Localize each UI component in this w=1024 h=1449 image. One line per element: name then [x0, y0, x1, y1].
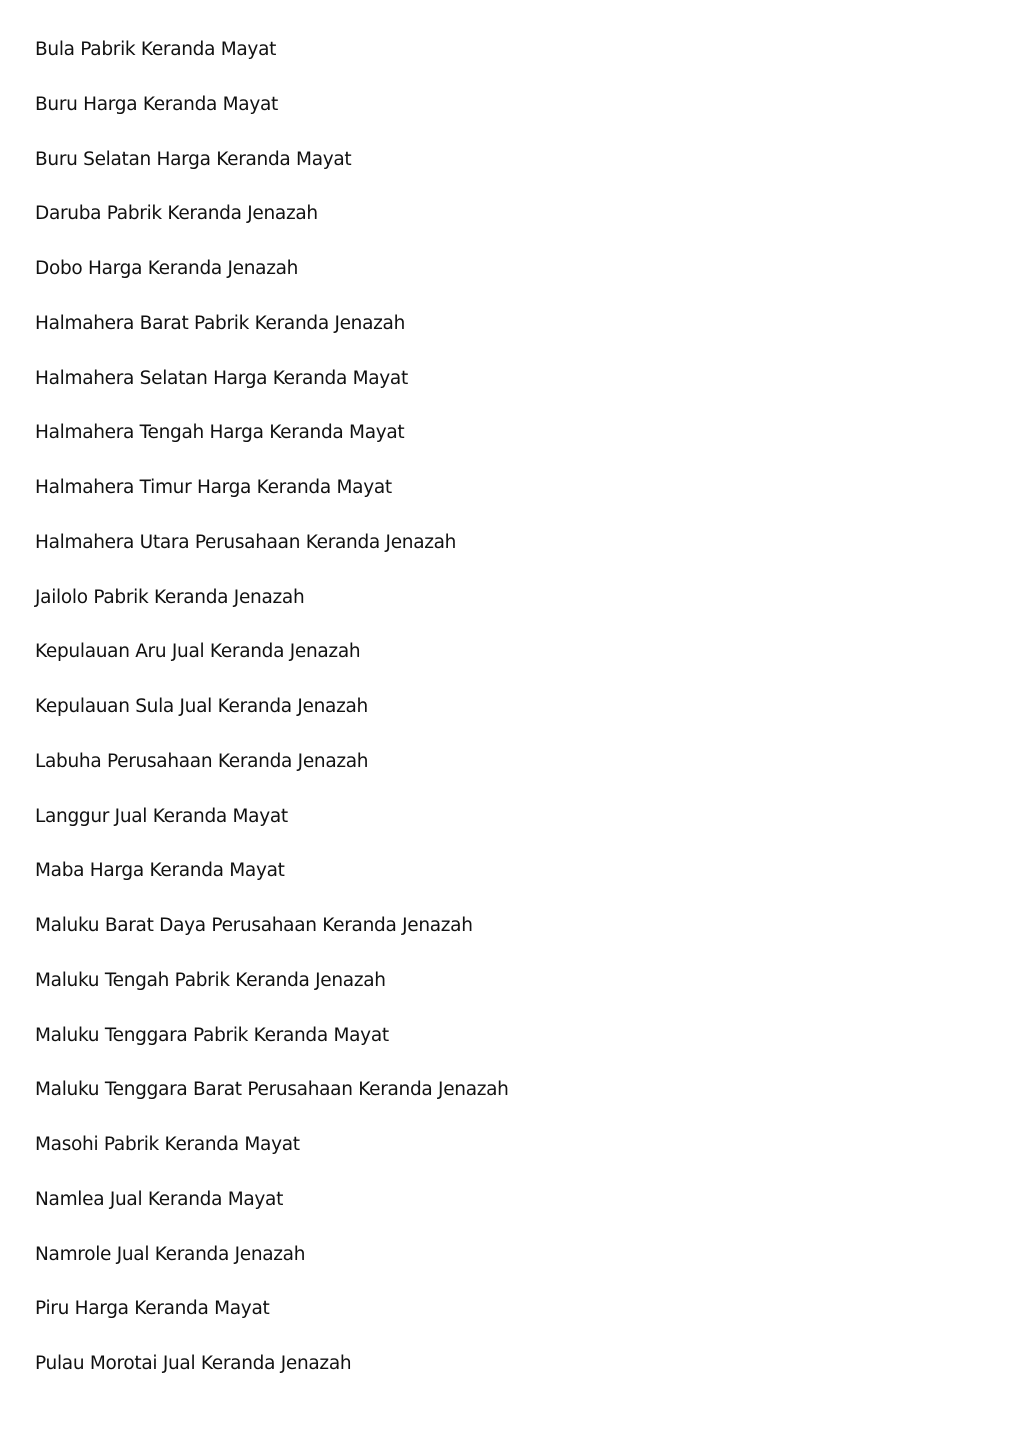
location-link[interactable]: Halmahera Barat Pabrik Keranda Jenazah [35, 312, 406, 334]
location-link[interactable]: Buru Harga Keranda Mayat [35, 93, 278, 115]
list-item [35, 638, 995, 693]
list-item [35, 584, 995, 639]
location-link[interactable]: Kepulauan Aru Jual Keranda Jenazah [35, 641, 361, 663]
list-item [35, 1295, 995, 1350]
list-item [35, 1022, 995, 1077]
location-link[interactable]: Kepulauan Sula Jual Keranda Jenazah [35, 696, 368, 717]
list-item [35, 1076, 995, 1131]
location-link[interactable]: Maluku Barat Daya Perusahaan Keranda Jenazah [35, 915, 473, 936]
list-item [35, 91, 995, 146]
location-link[interactable]: Bula Pabrik Keranda Mayat [35, 39, 277, 60]
list-item [35, 803, 995, 858]
location-link[interactable]: Maluku Tenggara Barat Perusahaan Keranda Jenazah [35, 1079, 509, 1101]
location-link[interactable]: Maluku Tengah Pabrik Keranda Jenazah [35, 969, 386, 991]
location-link[interactable]: Halmahera Utara Perusahaan Keranda Jenazah [35, 531, 457, 553]
location-link[interactable]: Daruba Pabrik Keranda Jenazah [35, 203, 318, 225]
list-item [35, 912, 995, 967]
list-item [35, 857, 995, 912]
list-item [35, 693, 995, 748]
location-link[interactable]: Namrole Jual Keranda Jenazah [35, 1243, 306, 1265]
list-item [35, 1131, 995, 1186]
list-item [35, 1186, 995, 1241]
list-item [35, 748, 995, 803]
list-item [35, 310, 995, 365]
location-link[interactable]: Buru Selatan Harga Keranda Mayat [35, 148, 352, 170]
location-link[interactable]: Namlea Jual Keranda Mayat [35, 1188, 284, 1210]
location-link[interactable]: Pulau Morotai Jual Keranda Jenazah [35, 1353, 352, 1374]
location-link[interactable]: Halmahera Selatan Harga Keranda Mayat [35, 367, 408, 389]
location-link[interactable]: Halmahera Timur Harga Keranda Mayat [35, 477, 392, 498]
list-item [35, 255, 995, 310]
location-link[interactable]: Labuha Perusahaan Keranda Jenazah [35, 750, 369, 772]
list-item [35, 967, 995, 1022]
location-link[interactable]: Maba Harga Keranda Mayat [35, 860, 285, 882]
location-link[interactable]: Masohi Pabrik Keranda Mayat [35, 1134, 300, 1155]
location-link-list [35, 36, 995, 1405]
list-item [35, 419, 995, 474]
list-item [35, 36, 995, 91]
location-link[interactable]: Maluku Tenggara Pabrik Keranda Mayat [35, 1024, 389, 1046]
location-link[interactable]: Halmahera Tengah Harga Keranda Mayat [35, 422, 405, 444]
list-item [35, 1350, 995, 1405]
list-item [35, 529, 995, 584]
list-item [35, 474, 995, 529]
location-link[interactable]: Piru Harga Keranda Mayat [35, 1298, 270, 1320]
list-item [35, 200, 995, 255]
location-link[interactable]: Langgur Jual Keranda Mayat [35, 805, 288, 827]
location-link[interactable]: Jailolo Pabrik Keranda Jenazah [35, 586, 305, 608]
list-item [35, 1241, 995, 1296]
list-item [35, 365, 995, 420]
location-link[interactable]: Dobo Harga Keranda Jenazah [35, 258, 299, 279]
list-item [35, 146, 995, 201]
